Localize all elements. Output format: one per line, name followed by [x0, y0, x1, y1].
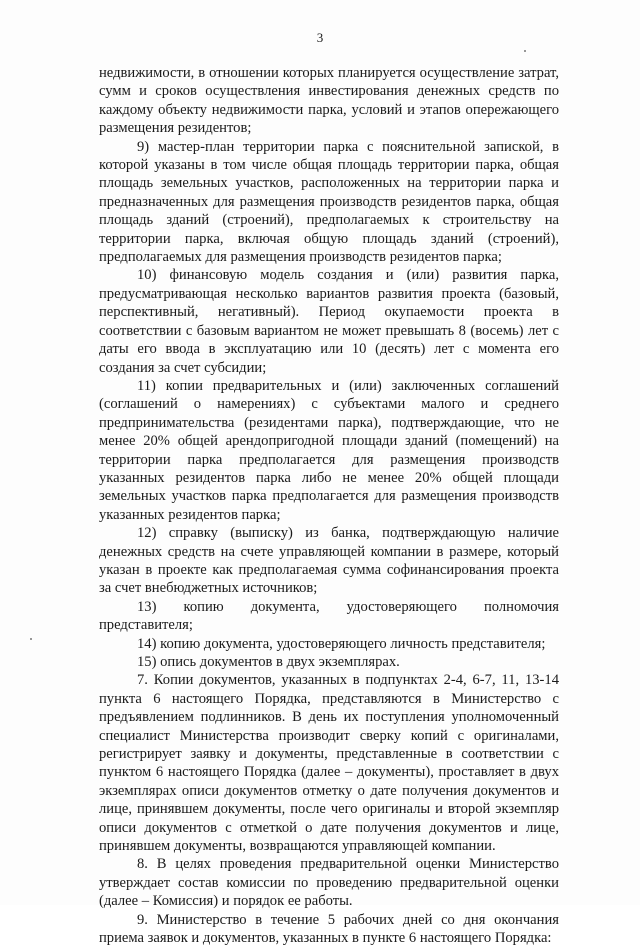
paragraph-section-9: 9. Министерство в течение 5 рабочих дней со дня окончания приема заявок и документов, указанных в пункте 6 настоящего Порядка:: [99, 911, 559, 947]
paragraph-section-8: 8. В целях проведения предварительной оценки Министерство утверждает состав комиссии по проведению предварительной оценки (далее – Комиссия) и порядок ее работы.: [99, 856, 559, 910]
paragraph-item-11: 11) копии предварительных и (или) заключенных соглашений (соглашений о намерениях) с субъектами малого и среднего предпринимательства (резидентами парка), подтверждающие, что не менее 20% общей арендопригодной площади зданий (помещений) на территории парка предполагается для размещения производств указанных резидентов парка либо не менее 20% общей площади земельных участков парка предполагается для размещения производств указанных резидентов парка;: [99, 377, 559, 523]
paragraph-item-13: 13) копию документа, удостоверяющего полномочия представителя;: [99, 598, 559, 634]
paragraph-section-7: 7. Копии документов, указанных в подпунктах 2-4, 6-7, 11, 13-14 пункта 6 настоящего Порядка, представляются в Министерство с предъявлением подлинников. В день их поступления уполномоченный специалист Министерства производит сверку копий с оригиналами, регистрирует заявку и документы, представленные в соответствии с пунктом 6 настоящего Порядка (далее – документы), проставляет в двух экземплярах описи документов отметку о дате получения документов и лице, принявшем документы, после чего оригиналы и второй экземпляр описи документов с отметкой о дате получения документов и лице, принявшем документы, возвращаются управляющей компании.: [99, 672, 559, 855]
paragraph-continuation: недвижимости, в отношении которых планируется осуществление затрат, сумм и сроков осуществления инвестирования денежных средств по каждому объекту недвижимости парка, условий и этапов опережающего размещения резидентов;: [99, 65, 559, 137]
paragraph-item-12: 12) справку (выписку) из банка, подтверждающую наличие денежных средств на счете управляющей компании в размере, который указан в проекте как предполагаемая сумма софинансирования проекта за счет внебюджетных источников;: [99, 525, 559, 597]
paragraph-item-14: 14) копию документа, удостоверяющего личность представителя;: [137, 635, 546, 652]
scan-speck: [30, 638, 32, 640]
paragraph-item-10: 10) финансовую модель создания и (или) развития парка, предусматривающая несколько вариантов развития проекта (базовый, перспективный, негативный). Период окупаемости проекта в соответствии с базовым вариантом не может превышать 8 (восемь) лет с даты его ввода в эксплуатацию или 10 (десять) лет с момента его создания за счет субсидии;: [99, 267, 559, 376]
scan-speck: [524, 50, 526, 52]
paragraph-item-15: 15) опись документов в двух экземплярах.: [137, 654, 400, 670]
document-body: [99, 64, 559, 948]
paragraph-item-9: 9) мастер-план территории парка с пояснительной запиской, в которой указаны в том числе общая площадь территории парка, общая площадь земельных участков, расположенных на территории парка и предназначенных для размещения производств резидентов парка, общая площадь зданий (строений), предполагаемых к строительству на территории парка, включая общую площадь зданий (строений), предполагаемых для размещения производств резидентов парка;: [99, 138, 559, 266]
page-number: 3: [316, 30, 324, 45]
